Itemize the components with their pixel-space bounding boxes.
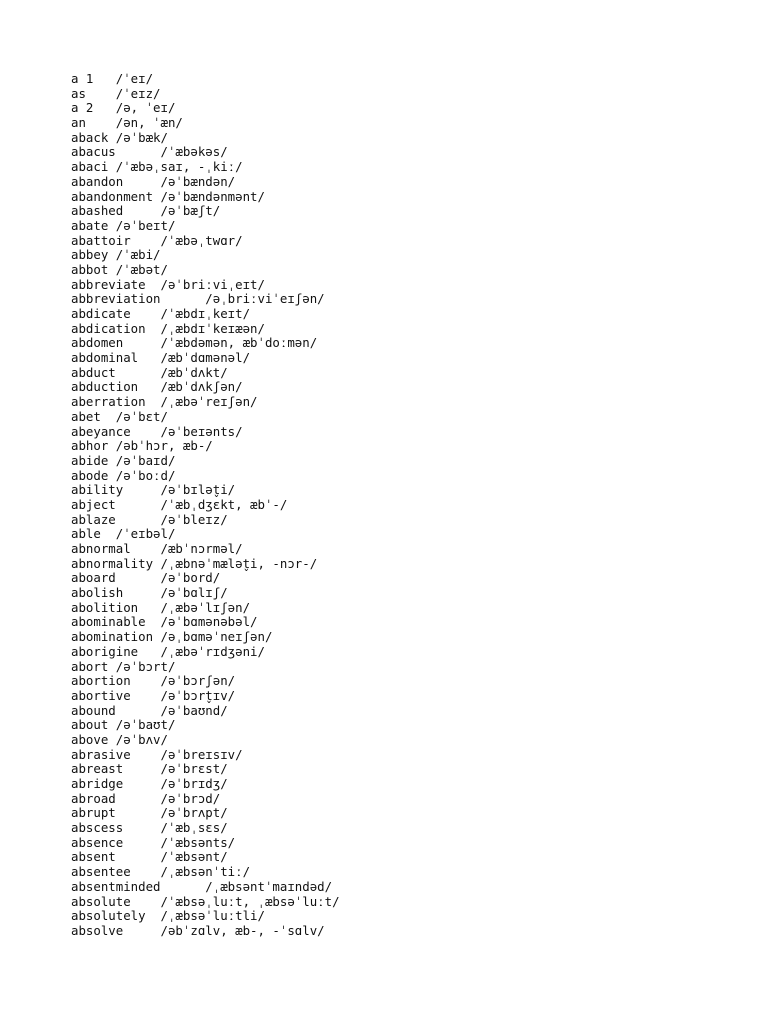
entry-line: abandonment /əˈbændənmənt/ [71, 188, 265, 204]
entry-line: able /ˈeɪbəl/ [71, 526, 176, 542]
entry-line: abrasive /əˈbreɪsɪv/ [71, 746, 243, 762]
entry-line: abound /əˈbaʊnd/ [71, 702, 228, 718]
entry-line: ablaze /əˈbleɪz/ [71, 511, 228, 527]
entry-line: abduction /æbˈdʌkʃən/ [71, 379, 243, 395]
dictionary-page [71, 72, 711, 939]
entry-line: about /əˈbaʊt/ [71, 717, 176, 733]
entry-line: abject /ˈæbˌdʒɛkt, æbˈ-/ [71, 496, 288, 512]
entry-line: abomination /əˌbɑməˈneɪʃən/ [71, 629, 273, 645]
entry-line: a 1 /ˈeɪ/ [71, 71, 154, 86]
entry-line: abdomen /ˈæbdəmən, æbˈdoːmən/ [71, 335, 318, 351]
entry-line: aberration /ˌæbəˈreɪʃən/ [71, 394, 258, 410]
entry-line: abbot /ˈæbət/ [71, 261, 168, 277]
entry-line: aback /əˈbæk/ [71, 129, 168, 145]
entry-line: abortion /əˈbɔrʃən/ [71, 673, 236, 689]
entry-line: abandon /əˈbændən/ [71, 173, 236, 189]
entry-line: absolve /əbˈzɑlv, æb-, -ˈsɑlv/ [71, 922, 325, 938]
entry-line: abeyance /əˈbeɪənts/ [71, 423, 243, 439]
entry-line: above /əˈbʌv/ [71, 731, 168, 747]
entry-line: abet /əˈbɛt/ [71, 408, 168, 424]
entry-line: abnormality /ˌæbnəˈmælət̬i, -nɔr-/ [71, 555, 318, 571]
entry-line: abort /əˈbɔrt/ [71, 658, 176, 674]
entry-line: absence /ˈæbsənts/ [71, 834, 236, 850]
entry-line: abnormal /æbˈnɔrməl/ [71, 541, 243, 556]
entry-line: absolute /ˈæbsəˌluːt, ˌæbsəˈluːt/ [71, 893, 340, 909]
entry-line: abbreviation /əˌbriːviˈeɪʃən/ [71, 291, 325, 307]
entry-line: abscess /ˈæbˌsɛs/ [71, 820, 228, 836]
entry-line: abate /əˈbeɪt/ [71, 217, 176, 233]
entry-line: abridge /əˈbrɪdʒ/ [71, 776, 228, 791]
entry-line: abominable /əˈbɑmənəbəl/ [71, 614, 258, 630]
entry-line: a 2 /ə, ˈeɪ/ [71, 100, 176, 116]
entry-line: aboard /əˈbord/ [71, 570, 221, 586]
entry-line: abrupt /əˈbrʌpt/ [71, 805, 228, 821]
entry-line: abroad /əˈbrɔd/ [71, 790, 221, 806]
entry-line: abreast /əˈbrɛst/ [71, 761, 228, 777]
entry-line: absent /ˈæbsənt/ [71, 849, 228, 865]
entry-line: abortive /əˈbɔrt̬ɪv/ [71, 687, 236, 703]
entry-line: abode /əˈboːd/ [71, 467, 176, 483]
entry-line: abattoir /ˈæbəˌtwɑr/ [71, 232, 243, 248]
entry-line: absolutely /ˌæbsəˈluːtli/ [71, 908, 265, 924]
entry-line: absentminded /ˌæbsəntˈmaɪndəd/ [71, 878, 333, 894]
entry-line: ability /əˈbɪlət̬i/ [71, 482, 236, 498]
entry-line: abbreviate /əˈbriːviˌeɪt/ [71, 276, 265, 292]
entry-line: absentee /ˌæbsənˈtiː/ [71, 864, 251, 880]
entry-line: abhor /əbˈhɔr, æb-/ [71, 438, 213, 454]
entry-line: abduct /æbˈdʌkt/ [71, 364, 228, 380]
entry-line: abashed /əˈbæʃt/ [71, 203, 221, 219]
entry-line: aborigine /ˌæbəˈrɪdʒəni/ [71, 643, 265, 659]
entry-line: abide /əˈbaɪd/ [71, 452, 176, 468]
entry-line: as /ˈeɪz/ [71, 85, 161, 101]
entry-line: abbey /ˈæbi/ [71, 247, 161, 263]
entry-line: an /ən, ˈæn/ [71, 115, 183, 131]
entry-line: abdominal /æbˈdɑmənəl/ [71, 350, 251, 366]
entry-line: abolition /ˌæbəˈlɪʃən/ [71, 599, 251, 615]
entry-line: abaci /ˈæbəˌsaɪ, -ˌkiː/ [71, 159, 243, 175]
entry-line: abdication /ˌæbdɪˈkeɪæən/ [71, 320, 265, 336]
entry-line: abacus /ˈæbəkəs/ [71, 144, 228, 160]
entry-line: abdicate /ˈæbdɪˌkeɪt/ [71, 306, 251, 321]
entry-line: abolish /əˈbɑlɪʃ/ [71, 585, 228, 601]
